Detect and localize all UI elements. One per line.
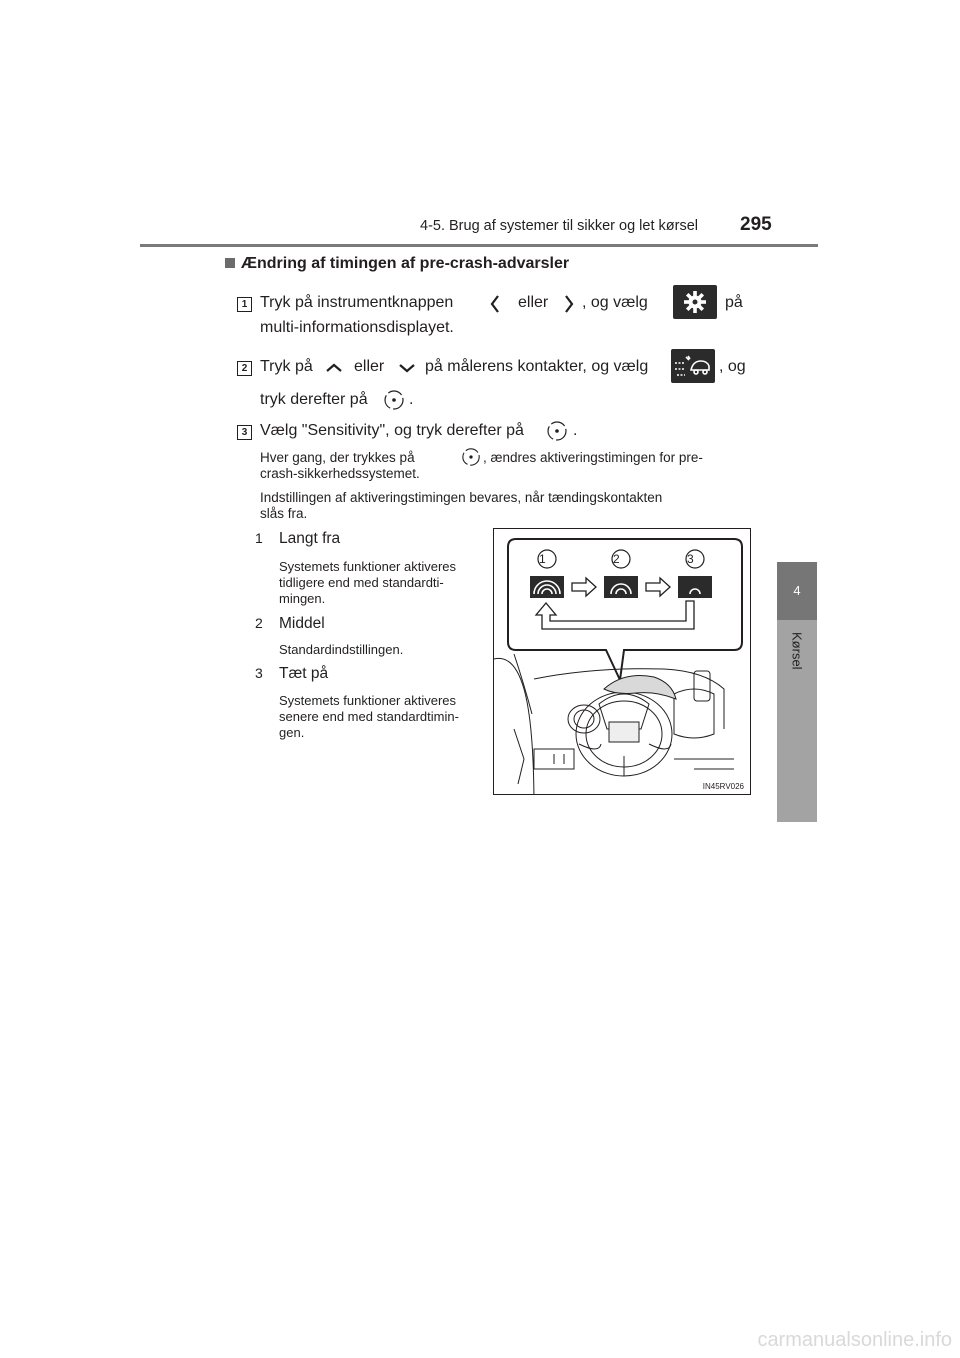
chevron-right-icon bbox=[562, 293, 576, 315]
pre-crash-icon bbox=[671, 349, 715, 383]
step-3-text-b: . bbox=[573, 422, 578, 439]
figure-label-1: 1 bbox=[539, 552, 546, 566]
ok-button-icon bbox=[383, 389, 405, 411]
dashboard-figure bbox=[493, 528, 751, 795]
step-number-1: 1 bbox=[237, 297, 252, 312]
ok-button-icon bbox=[546, 420, 568, 442]
chevron-left-icon bbox=[488, 293, 502, 315]
chapter-tab-number: 4 bbox=[777, 562, 817, 620]
page-number: 295 bbox=[740, 214, 772, 235]
option-desc-2: Standardindstillingen. bbox=[279, 642, 404, 657]
chevron-down-icon bbox=[397, 362, 417, 374]
ok-button-icon bbox=[461, 447, 481, 467]
step-1-text-a: Tryk på instrumentknappen bbox=[260, 294, 454, 311]
figure-label-2: 2 bbox=[613, 552, 620, 566]
note-2-line1: Indstillingen af aktiveringstimingen bevares, når tændingskontakten bbox=[260, 490, 663, 505]
step-2-text-line2: tryk derefter på bbox=[260, 391, 368, 408]
step-2-text-line2-end: . bbox=[409, 391, 414, 408]
figure-label-3: 3 bbox=[687, 552, 694, 566]
option-number-3: 3 bbox=[255, 665, 263, 681]
dashboard-illustration bbox=[494, 529, 750, 794]
section-title bbox=[225, 255, 569, 273]
step-1-text-b: eller bbox=[518, 294, 549, 311]
chevron-up-icon bbox=[324, 362, 344, 374]
chapter-tab-label: Kørsel bbox=[789, 632, 805, 670]
option-desc-3-line2: senere end med standardtimin- bbox=[279, 709, 459, 724]
figure-code: IN45RV026 bbox=[702, 782, 744, 791]
option-desc-3-line3: gen. bbox=[279, 725, 305, 740]
step-2-text-b: eller bbox=[354, 358, 385, 375]
note-1-line1b: , ændres aktiveringstimingen for pre- bbox=[483, 450, 703, 465]
step-1-text-c: , og vælg bbox=[582, 294, 648, 311]
step-2-text-d: , og bbox=[719, 358, 746, 375]
step-2-text-c: på målerens kontakter, og vælg bbox=[425, 358, 649, 375]
option-desc-1-line1: Systemets funktioner aktiveres bbox=[279, 559, 457, 574]
option-title-3: Tæt på bbox=[279, 665, 329, 682]
step-number-3: 3 bbox=[237, 425, 252, 440]
option-number-1: 1 bbox=[255, 530, 263, 546]
option-title-2: Middel bbox=[279, 615, 325, 632]
step-number-2: 2 bbox=[237, 361, 252, 376]
chapter-title: 4-5. Brug af systemer til sikker og let kørsel bbox=[420, 218, 698, 234]
option-desc-3-line1: Systemets funktioner aktiveres bbox=[279, 693, 457, 708]
step-3-text-a: Vælg "Sensitivity", og tryk derefter på bbox=[260, 422, 524, 439]
watermark: carmanualsonline.info bbox=[757, 1329, 952, 1351]
option-desc-1-line2: tidligere end med standardti- bbox=[279, 575, 444, 590]
chapter-tab bbox=[777, 620, 817, 822]
option-desc-1-line3: mingen. bbox=[279, 591, 326, 606]
note-1-line1a: Hver gang, der trykkes på bbox=[260, 450, 415, 465]
option-title-1: Langt fra bbox=[279, 530, 341, 547]
section-bullet-icon bbox=[225, 258, 235, 268]
step-1-text-line2: multi-informationsdisplayet. bbox=[260, 319, 454, 336]
note-2-line2: slås fra. bbox=[260, 506, 308, 521]
note-1-line2: crash-sikkerhedssystemet. bbox=[260, 466, 420, 481]
gear-icon bbox=[673, 285, 717, 319]
option-number-2: 2 bbox=[255, 615, 263, 631]
section-title-text: Ændring af timingen af pre-crash-advarsler bbox=[241, 255, 570, 272]
step-1-text-d: på bbox=[725, 294, 743, 311]
header-divider bbox=[140, 244, 818, 247]
step-2-text-a: Tryk på bbox=[260, 358, 313, 375]
